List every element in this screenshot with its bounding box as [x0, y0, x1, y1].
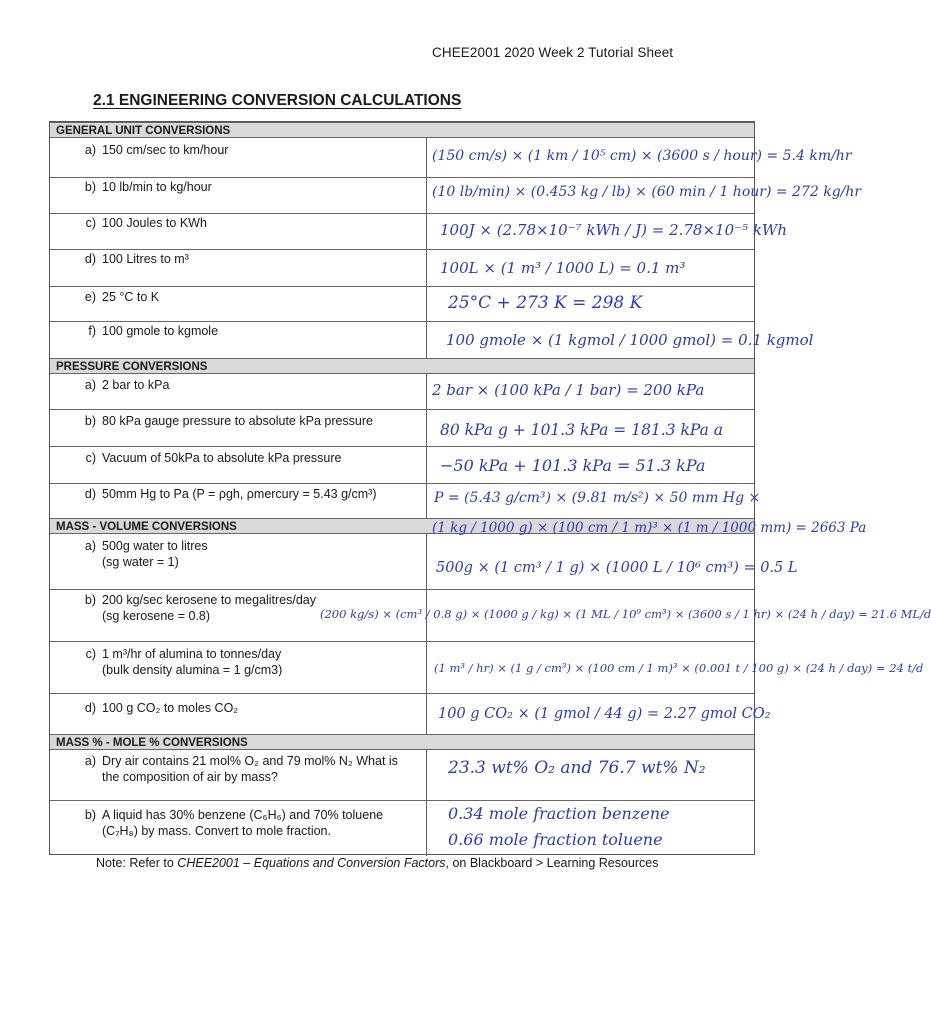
row-divider	[50, 321, 754, 322]
row-divider	[50, 286, 754, 287]
answer-massmole-b-line2: 0.66 mole fraction toluene	[448, 830, 663, 849]
answer-massvol-c: (1 m³ / hr) × (1 g / cm³) × (100 cm / 1 m)³ × (0.001 t / 100 g) × (24 h / day) = 24 t/d	[434, 661, 924, 675]
row-divider	[50, 409, 754, 410]
row-divider	[50, 589, 754, 590]
question-general-c: c) 100 Joules to KWh	[85, 216, 207, 230]
question-general-b: b) 10 lb/min to kg/hour	[84, 180, 212, 194]
answer-pressure-c: −50 kPa + 101.3 kPa = 51.3 kPa	[440, 456, 706, 475]
row-divider	[50, 800, 754, 801]
answer-massvol-a: 500g × (1 cm³ / 1 g) × (1000 L / 10⁶ cm³) = 0.5 L	[436, 560, 798, 576]
question-pressure-a: a) 2 bar to kPa	[84, 378, 170, 392]
question-general-e: e) 25 °C to K	[84, 290, 160, 304]
row-divider	[50, 483, 754, 484]
answer-pressure-d-line1: P = (5.43 g/cm³) × (9.81 m/s²) × 50 mm Hg ×	[434, 490, 761, 506]
question-massvol-a: a) 500g water to litres (sg water = 1)	[84, 539, 208, 569]
row-divider	[50, 693, 754, 694]
answer-massvol-d: 100 g CO₂ × (1 gmol / 44 g) = 2.27 gmol CO₂	[438, 706, 771, 722]
reference-document: CHEE2001 – Equations and Conversion Factors	[177, 856, 446, 870]
answer-general-b: (10 lb/min) × (0.453 kg / lb) × (60 min / 1 hour) = 272 kg/hr	[432, 184, 862, 200]
answer-pressure-b: 80 kPa g + 101.3 kPa = 181.3 kPa a	[440, 421, 724, 439]
answer-massmole-b-line1: 0.34 mole fraction benzene	[448, 804, 670, 823]
question-massvol-d: d) 100 g CO₂ to moles CO₂	[84, 701, 239, 715]
question-massmole-a: a) Dry air contains 21 mol% O₂ and 79 mol% N₂ What is the composition of air by mass?	[84, 754, 398, 784]
category-pressure: PRESSURE CONVERSIONS	[50, 358, 754, 374]
answer-pressure-d-line2: (1 kg / 1000 g) × (100 cm / 1 m)³ × (1 m / 1000 mm) = 2663 Pa	[432, 520, 867, 536]
answer-general-c: 100J × (2.78×10⁻⁷ kWh / J) = 2.78×10⁻⁵ kWh	[440, 221, 787, 239]
footer-note: Note: Refer to CHEE2001 – Equations and Conversion Factors, on Blackboard > Learning Resources	[96, 856, 659, 870]
row-divider	[50, 177, 754, 178]
question-massmole-b: b) A liquid has 30% benzene (C₆H₆) and 70% toluene (C₇H₈) by mass. Convert to mole fraction.	[84, 808, 384, 838]
question-general-a: a) 150 cm/sec to km/hour	[84, 143, 229, 157]
answer-general-d: 100L × (1 m³ / 1000 L) = 0.1 m³	[440, 259, 686, 277]
question-massvol-c: c) 1 m³/hr of alumina to tonnes/day (bulk density alumina = 1 g/cm3)	[85, 647, 283, 677]
answer-massvol-b: (200 kg/s) × (cm³ / 0.8 g) × (1000 g / kg) × (1 ML / 10⁹ cm³) × (3600 s / 1 hr) × (24 h / day) = 21.6 ML/d	[320, 607, 931, 621]
row-divider	[50, 213, 754, 214]
question-massvol-b: b) 200 kg/sec kerosene to megalitres/day (sg kerosene = 0.8)	[84, 593, 317, 623]
question-pressure-d: d) 50mm Hg to Pa (P = ρgh, ρmercury = 5.43 g/cm³)	[84, 487, 377, 501]
answer-pressure-a: 2 bar × (100 kPa / 1 bar) = 200 kPa	[432, 381, 705, 399]
category-mass-volume: MASS - VOLUME CONVERSIONS	[50, 518, 754, 534]
answer-massmole-a: 23.3 wt% O₂ and 76.7 wt% N₂	[448, 758, 706, 778]
answer-general-e: 25°C + 273 K = 298 K	[448, 293, 643, 313]
answer-general-f: 100 gmole × (1 kgmol / 1000 gmol) = 0.1 kgmol	[446, 331, 814, 349]
question-pressure-b: b) 80 kPa gauge pressure to absolute kPa pressure	[84, 414, 374, 428]
answer-general-a: (150 cm/s) × (1 km / 10⁵ cm) × (3600 s / hour) = 5.4 km/hr	[432, 148, 852, 164]
question-pressure-c: c) Vacuum of 50kPa to absolute kPa pressure	[85, 451, 342, 465]
row-divider	[50, 249, 754, 250]
sheet-header: CHEE2001 2020 Week 2 Tutorial Sheet	[432, 45, 674, 60]
row-divider	[50, 641, 754, 642]
row-divider	[50, 446, 754, 447]
category-mass-mole: MASS % - MOLE % CONVERSIONS	[50, 734, 754, 750]
question-general-d: d) 100 Litres to m³	[84, 252, 189, 266]
category-general: GENERAL UNIT CONVERSIONS	[50, 122, 754, 138]
section-title: 2.1 ENGINEERING CONVERSION CALCULATIONS	[93, 92, 462, 109]
question-general-f: f) 100 gmole to kgmole	[88, 324, 219, 338]
